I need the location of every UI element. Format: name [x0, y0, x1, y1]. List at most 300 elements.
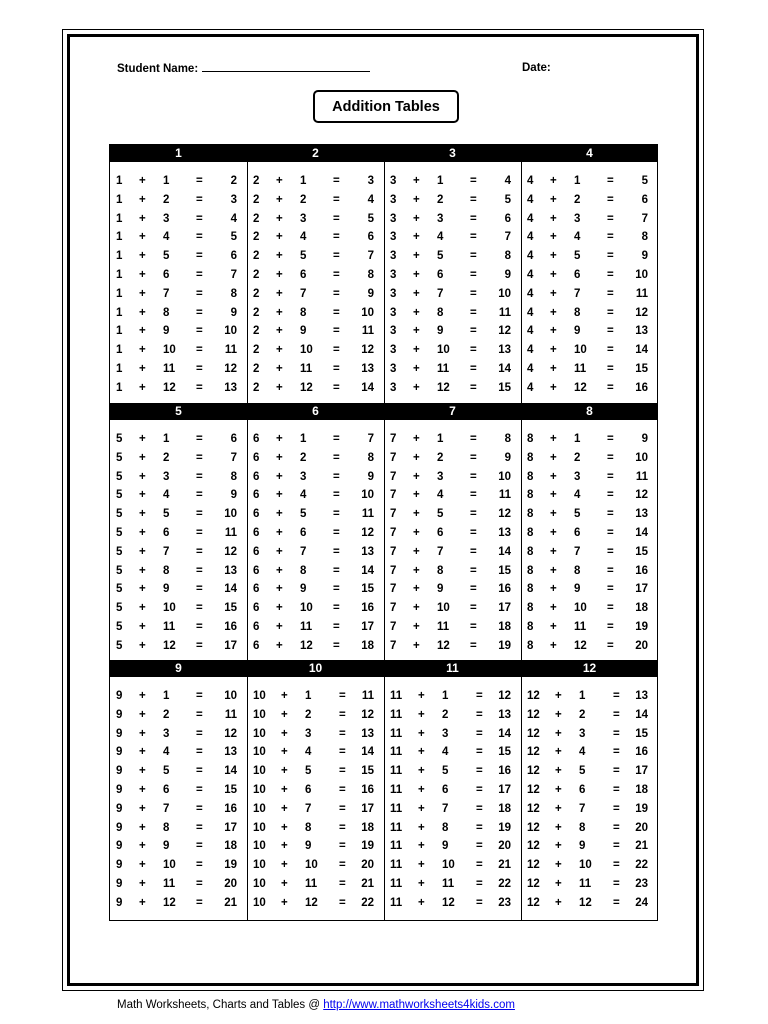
- augend: 6: [253, 489, 260, 502]
- addend: 6: [574, 269, 581, 281]
- table-header-9: 9: [175, 661, 182, 675]
- equals-sign: =: [196, 269, 203, 281]
- addend: 7: [300, 287, 307, 300]
- table-row: [247, 505, 384, 523]
- equals-sign: =: [196, 545, 203, 558]
- augend: 2: [253, 269, 260, 281]
- sum: 7: [367, 250, 374, 263]
- equals-sign: =: [613, 896, 620, 909]
- plus-sign: +: [276, 508, 283, 521]
- equals-sign: =: [470, 545, 477, 558]
- plus-sign: +: [276, 175, 283, 187]
- addend: 12: [305, 896, 318, 909]
- equals-sign: =: [470, 489, 477, 502]
- augend: 3: [390, 250, 397, 263]
- table-3: [384, 145, 521, 403]
- table-row: [384, 856, 521, 874]
- sum: 5: [230, 231, 237, 244]
- table-row: [521, 837, 658, 855]
- student-name-line: [202, 62, 370, 72]
- sum: 7: [230, 269, 237, 281]
- table-row: [521, 706, 658, 724]
- plus-sign: +: [139, 583, 146, 596]
- addend: 10: [437, 602, 450, 615]
- equals-sign: =: [607, 433, 614, 445]
- footer-link[interactable]: http://www.mathworksheets4kids.com: [323, 999, 515, 1011]
- augend: 2: [253, 231, 260, 244]
- plus-sign: +: [555, 690, 562, 702]
- augend: 4: [527, 381, 534, 394]
- equals-sign: =: [333, 583, 340, 596]
- sum: 10: [635, 451, 648, 464]
- equals-sign: =: [196, 175, 203, 187]
- equals-sign: =: [607, 527, 614, 539]
- augend: 10: [253, 690, 266, 702]
- augend: 11: [390, 859, 403, 872]
- equals-sign: =: [470, 621, 477, 633]
- plus-sign: +: [555, 784, 562, 796]
- table-row: [521, 486, 658, 504]
- augend: 5: [116, 639, 123, 652]
- sum: 11: [361, 325, 374, 338]
- table-header-5: 5: [175, 404, 182, 418]
- table-row: [521, 543, 658, 561]
- sum: 15: [498, 381, 511, 394]
- plus-sign: +: [281, 878, 288, 890]
- addend: 4: [437, 489, 444, 502]
- plus-sign: +: [281, 690, 288, 702]
- addend: 12: [163, 639, 176, 652]
- sum: 11: [635, 470, 648, 483]
- table-header-1: 1: [175, 146, 182, 160]
- augend: 7: [390, 621, 397, 633]
- addend: 6: [442, 784, 449, 796]
- sum: 17: [361, 802, 374, 815]
- plus-sign: +: [413, 602, 420, 615]
- table-header-2: 2: [312, 146, 319, 160]
- table-row: [110, 285, 247, 303]
- equals-sign: =: [196, 802, 203, 815]
- augend: 5: [116, 545, 123, 558]
- sum: 16: [635, 564, 648, 577]
- table-row: [110, 725, 247, 743]
- equals-sign: =: [333, 175, 340, 187]
- plus-sign: +: [139, 306, 146, 319]
- equals-sign: =: [196, 708, 203, 721]
- addend: 1: [442, 690, 449, 702]
- addend: 8: [437, 564, 444, 577]
- equals-sign: =: [607, 639, 614, 652]
- augend: 12: [527, 746, 540, 759]
- sum: 23: [635, 878, 648, 890]
- equals-sign: =: [333, 470, 340, 483]
- table-row: [110, 266, 247, 284]
- equals-sign: =: [196, 433, 203, 445]
- sum: 22: [361, 896, 374, 909]
- table-row: [521, 360, 658, 378]
- equals-sign: =: [607, 344, 614, 357]
- augend: 12: [527, 878, 540, 890]
- table-row: [384, 341, 521, 359]
- plus-sign: +: [281, 765, 288, 778]
- sum: 11: [361, 690, 374, 702]
- augend: 8: [527, 489, 534, 502]
- equals-sign: =: [607, 621, 614, 633]
- table-row: [247, 562, 384, 580]
- equals-sign: =: [339, 708, 346, 721]
- augend: 1: [116, 212, 123, 225]
- addend: 12: [574, 381, 587, 394]
- sum: 3: [367, 175, 374, 187]
- plus-sign: +: [139, 746, 146, 759]
- addend: 6: [163, 527, 170, 539]
- augend: 9: [116, 859, 123, 872]
- table-header-7: 7: [449, 404, 456, 418]
- table-row: [384, 266, 521, 284]
- equals-sign: =: [333, 269, 340, 281]
- equals-sign: =: [196, 878, 203, 890]
- plus-sign: +: [555, 765, 562, 778]
- plus-sign: +: [281, 708, 288, 721]
- sum: 18: [635, 784, 648, 796]
- table-row: [247, 210, 384, 228]
- equals-sign: =: [607, 325, 614, 338]
- plus-sign: +: [276, 344, 283, 357]
- table-row: [384, 172, 521, 190]
- table-row: [247, 543, 384, 561]
- plus-sign: +: [139, 175, 146, 187]
- equals-sign: =: [196, 381, 203, 394]
- plus-sign: +: [139, 821, 146, 834]
- plus-sign: +: [276, 306, 283, 319]
- sum: 13: [361, 545, 374, 558]
- equals-sign: =: [333, 287, 340, 300]
- plus-sign: +: [139, 363, 146, 375]
- sum: 19: [635, 802, 648, 815]
- augend: 12: [527, 821, 540, 834]
- plus-sign: +: [550, 175, 557, 187]
- addend: 8: [442, 821, 449, 834]
- augend: 11: [390, 708, 403, 721]
- sum: 16: [224, 621, 237, 633]
- addend: 5: [300, 250, 307, 263]
- equals-sign: =: [196, 451, 203, 464]
- plus-sign: +: [139, 250, 146, 263]
- plus-sign: +: [418, 859, 425, 872]
- sum: 14: [361, 746, 374, 759]
- plus-sign: +: [139, 287, 146, 300]
- addend: 7: [574, 545, 581, 558]
- plus-sign: +: [555, 708, 562, 721]
- table-row: [521, 341, 658, 359]
- sum: 12: [361, 708, 374, 721]
- plus-sign: +: [418, 784, 425, 796]
- plus-sign: +: [550, 508, 557, 521]
- table-row: [247, 819, 384, 837]
- sum: 15: [498, 746, 511, 759]
- plus-sign: +: [413, 639, 420, 652]
- table-row: [110, 210, 247, 228]
- table-2: [247, 145, 384, 403]
- plus-sign: +: [413, 451, 420, 464]
- table-row: [110, 191, 247, 209]
- sum: 4: [504, 175, 511, 187]
- augend: 3: [390, 325, 397, 338]
- augend: 10: [253, 708, 266, 721]
- augend: 4: [527, 306, 534, 319]
- plus-sign: +: [550, 212, 557, 225]
- augend: 9: [116, 840, 123, 853]
- addend: 9: [300, 583, 307, 596]
- augend: 4: [527, 344, 534, 357]
- equals-sign: =: [607, 583, 614, 596]
- addend: 4: [163, 746, 170, 759]
- plus-sign: +: [139, 489, 146, 502]
- sum: 16: [498, 583, 511, 596]
- equals-sign: =: [470, 306, 477, 319]
- sum: 20: [498, 840, 511, 853]
- equals-sign: =: [196, 765, 203, 778]
- equals-sign: =: [333, 489, 340, 502]
- plus-sign: +: [550, 545, 557, 558]
- plus-sign: +: [139, 708, 146, 721]
- table-row: [247, 894, 384, 912]
- augend: 1: [116, 269, 123, 281]
- sum: 9: [504, 269, 511, 281]
- plus-sign: +: [281, 821, 288, 834]
- equals-sign: =: [333, 508, 340, 521]
- augend: 2: [253, 250, 260, 263]
- sum: 13: [498, 527, 511, 539]
- sum: 8: [641, 231, 648, 244]
- sum: 6: [641, 193, 648, 206]
- addend: 2: [163, 193, 170, 206]
- equals-sign: =: [333, 381, 340, 394]
- addend: 3: [305, 727, 312, 740]
- equals-sign: =: [339, 727, 346, 740]
- sum: 11: [498, 306, 511, 319]
- addend: 9: [300, 325, 307, 338]
- table-10: [247, 660, 384, 920]
- addend: 10: [163, 602, 176, 615]
- table-row: [247, 524, 384, 542]
- augend: 3: [390, 231, 397, 244]
- sum: 19: [361, 840, 374, 853]
- plus-sign: +: [413, 193, 420, 206]
- table-row: [384, 618, 521, 636]
- table-row: [521, 228, 658, 246]
- equals-sign: =: [613, 840, 620, 853]
- equals-sign: =: [196, 287, 203, 300]
- plus-sign: +: [281, 802, 288, 815]
- table-row: [247, 637, 384, 655]
- augend: 1: [116, 175, 123, 187]
- equals-sign: =: [470, 212, 477, 225]
- equals-sign: =: [607, 306, 614, 319]
- sum: 20: [224, 878, 237, 890]
- addend: 10: [163, 344, 176, 357]
- augend: 10: [253, 784, 266, 796]
- equals-sign: =: [196, 602, 203, 615]
- augend: 5: [116, 451, 123, 464]
- addend: 9: [579, 840, 586, 853]
- addend: 2: [579, 708, 586, 721]
- plus-sign: +: [550, 306, 557, 319]
- equals-sign: =: [196, 621, 203, 633]
- equals-sign: =: [470, 175, 477, 187]
- plus-sign: +: [139, 859, 146, 872]
- student-name-label: Student Name:: [117, 63, 199, 75]
- addend: 4: [442, 746, 449, 759]
- augend: 12: [527, 840, 540, 853]
- augend: 8: [527, 451, 534, 464]
- table-row: [521, 172, 658, 190]
- sum: 20: [635, 639, 648, 652]
- plus-sign: +: [276, 489, 283, 502]
- augend: 3: [390, 306, 397, 319]
- equals-sign: =: [607, 231, 614, 244]
- addend: 10: [163, 859, 176, 872]
- equals-sign: =: [333, 325, 340, 338]
- equals-sign: =: [196, 583, 203, 596]
- augend: 7: [390, 602, 397, 615]
- plus-sign: +: [139, 451, 146, 464]
- sum: 11: [635, 287, 648, 300]
- equals-sign: =: [613, 690, 620, 702]
- table-row: [247, 725, 384, 743]
- sum: 7: [230, 451, 237, 464]
- sum: 18: [635, 602, 648, 615]
- augend: 2: [253, 212, 260, 225]
- table-1: [110, 145, 247, 403]
- table-row: [521, 379, 658, 397]
- footer-text: Math Worksheets, Charts and Tables @: [117, 999, 324, 1011]
- table-row: [247, 191, 384, 209]
- addend: 9: [163, 325, 170, 338]
- table-row: [110, 819, 247, 837]
- addend: 2: [437, 451, 444, 464]
- plus-sign: +: [550, 583, 557, 596]
- table-5: [110, 403, 247, 660]
- equals-sign: =: [339, 690, 346, 702]
- table-row: [384, 837, 521, 855]
- table-row: [521, 210, 658, 228]
- table-row: [384, 762, 521, 780]
- table-row: [110, 360, 247, 378]
- plus-sign: +: [276, 451, 283, 464]
- table-row: [384, 247, 521, 265]
- augend: 1: [116, 287, 123, 300]
- addend: 4: [579, 746, 586, 759]
- table-row: [247, 599, 384, 617]
- addend: 7: [300, 545, 307, 558]
- plus-sign: +: [139, 765, 146, 778]
- equals-sign: =: [196, 325, 203, 338]
- equals-sign: =: [470, 231, 477, 244]
- addend: 3: [300, 470, 307, 483]
- equals-sign: =: [470, 451, 477, 464]
- addend: 8: [579, 821, 586, 834]
- equals-sign: =: [196, 508, 203, 521]
- augend: 9: [116, 690, 123, 702]
- sum: 15: [635, 727, 648, 740]
- table-row: [521, 894, 658, 912]
- addend: 12: [163, 381, 176, 394]
- augend: 7: [390, 545, 397, 558]
- equals-sign: =: [333, 621, 340, 633]
- addend: 11: [163, 621, 176, 633]
- addend: 1: [163, 690, 170, 702]
- equals-sign: =: [196, 821, 203, 834]
- plus-sign: +: [139, 621, 146, 633]
- table-row: [521, 580, 658, 598]
- plus-sign: +: [281, 840, 288, 853]
- sum: 7: [367, 433, 374, 445]
- sum: 12: [635, 306, 648, 319]
- addend: 2: [163, 708, 170, 721]
- equals-sign: =: [196, 212, 203, 225]
- augend: 5: [116, 602, 123, 615]
- sum: 14: [361, 381, 374, 394]
- addend: 9: [442, 840, 449, 853]
- table-row: [521, 762, 658, 780]
- augend: 10: [253, 802, 266, 815]
- table-row: [384, 379, 521, 397]
- table-row: [384, 191, 521, 209]
- addend: 7: [579, 802, 586, 815]
- table-row: [247, 687, 384, 705]
- addend: 10: [574, 602, 587, 615]
- addend: 8: [300, 564, 307, 577]
- table-row: [384, 743, 521, 761]
- augend: 7: [390, 470, 397, 483]
- augend: 8: [527, 545, 534, 558]
- table-row: [384, 210, 521, 228]
- plus-sign: +: [555, 821, 562, 834]
- plus-sign: +: [276, 470, 283, 483]
- plus-sign: +: [413, 508, 420, 521]
- addend: 5: [574, 508, 581, 521]
- plus-sign: +: [276, 602, 283, 615]
- addend: 7: [442, 802, 449, 815]
- sum: 14: [635, 708, 648, 721]
- augend: 1: [116, 231, 123, 244]
- augend: 8: [527, 527, 534, 539]
- augend: 6: [253, 583, 260, 596]
- augend: 6: [253, 639, 260, 652]
- equals-sign: =: [339, 896, 346, 909]
- sum: 8: [504, 433, 511, 445]
- table-row: [110, 687, 247, 705]
- table-row: [110, 562, 247, 580]
- plus-sign: +: [418, 878, 425, 890]
- sum: 19: [635, 621, 648, 633]
- sum: 16: [498, 765, 511, 778]
- addend: 12: [300, 381, 313, 394]
- augend: 10: [253, 746, 266, 759]
- equals-sign: =: [339, 859, 346, 872]
- equals-sign: =: [333, 212, 340, 225]
- table-row: [247, 304, 384, 322]
- table-7: [384, 403, 521, 660]
- plus-sign: +: [276, 545, 283, 558]
- equals-sign: =: [607, 250, 614, 263]
- table-row: [110, 228, 247, 246]
- plus-sign: +: [276, 231, 283, 244]
- equals-sign: =: [470, 508, 477, 521]
- sum: 10: [224, 690, 237, 702]
- plus-sign: +: [139, 602, 146, 615]
